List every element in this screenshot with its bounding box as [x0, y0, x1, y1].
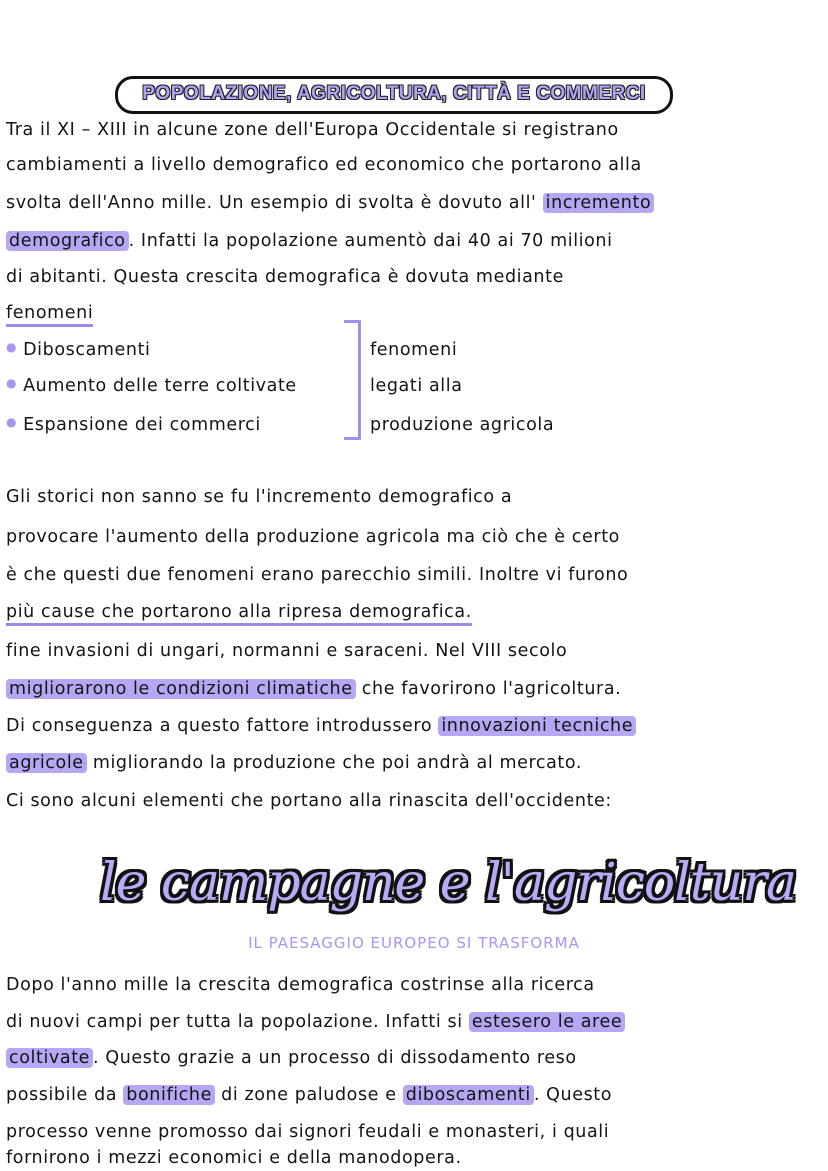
highlighted-text: migliorarono le condizioni climatiche: [6, 679, 356, 699]
text-segment: Dopo l'anno mille la crescita demografica costrinse alla ricerca: [6, 975, 595, 995]
text-segment: cambiamenti a livello demografico ed economico che portarono alla: [6, 155, 642, 175]
text-segment: fornirono i mezzi economici e della manodopera.: [6, 1148, 462, 1168]
highlighted-text: innovazioni tecniche: [438, 716, 636, 736]
text-segment: che favorirono l'agricoltura.: [355, 679, 622, 699]
text-line: [6, 228, 613, 254]
underlined-text: fenomeni: [6, 303, 93, 327]
highlighted-text: incremento: [543, 193, 655, 213]
text-segment: di zone paludose e: [214, 1085, 403, 1105]
text-segment: Ci sono alcuni elementi che portano alla rinascita dell'occidente:: [6, 791, 612, 811]
text-line: [6, 117, 619, 143]
text-segment: svolta dell'Anno mille. Un esempio di svolta è dovuto all': [6, 193, 543, 213]
text-line: [6, 264, 564, 290]
list-item: [6, 415, 261, 435]
list-item-label: Diboscamenti: [23, 340, 151, 360]
text-line: [6, 676, 621, 702]
highlighted-text: coltivate: [6, 1048, 93, 1068]
bullet-icon: ●: [6, 415, 18, 429]
text-segment: . Questo grazie a un processo di dissodamento reso: [93, 1048, 577, 1068]
highlighted-text: agricole: [6, 753, 87, 773]
text-segment: . Infatti la popolazione aumentò dai 40 ai 70 milioni: [128, 231, 613, 251]
list-item: [6, 340, 151, 360]
text-segment: fine invasioni di ungari, normanni e saraceni. Nel VIII secolo: [6, 641, 568, 661]
highlighted-text: estesero le aree: [469, 1012, 625, 1032]
section-subtitle: IL PAESAGGIO EUROPEO SI TRASFORMA: [248, 934, 580, 952]
bracket-note: fenomeni: [370, 340, 458, 360]
highlighted-text: diboscamenti: [403, 1085, 534, 1105]
underlined-text: più cause che portarono alla ripresa demografica.: [6, 602, 472, 626]
page-title: POPOLAZIONE, AGRICOLTURA, CITTÀ E COMMERCI: [115, 76, 673, 114]
text-line: [6, 1045, 577, 1071]
text-line: [6, 713, 636, 739]
text-segment: di abitanti. Questa crescita demografica è dovuta mediante: [6, 267, 564, 287]
bullet-icon: ●: [6, 340, 18, 354]
text-line: [6, 1009, 625, 1035]
text-segment: Tra il XI – XIII in alcune zone dell'Europa Occidentale si registrano: [6, 120, 619, 140]
list-item-label: Espansione dei commerci: [23, 415, 261, 435]
text-line: [6, 524, 620, 550]
text-segment: di nuovi campi per tutta la popolazione. Infatti si: [6, 1012, 469, 1032]
text-line: [6, 599, 472, 625]
text-line: [6, 788, 612, 814]
text-line: [6, 1082, 612, 1108]
text-line: [6, 638, 567, 664]
list-item: [6, 376, 297, 396]
text-segment: . Questo: [533, 1085, 613, 1105]
section-title: le campagne e l'agricoltura: [100, 853, 797, 913]
text-line: [6, 1119, 609, 1145]
text-line: [6, 484, 512, 510]
text-segment: possibile da: [6, 1085, 124, 1105]
text-segment: Di conseguenza a questo fattore introdussero: [6, 716, 439, 736]
text-line: [6, 300, 93, 326]
text-line: [6, 750, 582, 776]
bracket-note: produzione agricola: [370, 415, 555, 435]
bracket-note: legati alla: [370, 376, 463, 396]
text-line: [6, 972, 595, 998]
text-segment: Gli storici non sanno se fu l'incremento demografico a: [6, 487, 513, 507]
bullet-icon: ●: [6, 376, 18, 390]
list-item-label: Aumento delle terre coltivate: [23, 376, 297, 396]
text-line: [6, 562, 628, 588]
text-segment: provocare l'aumento della produzione agricola ma ciò che è certo: [6, 527, 620, 547]
text-segment: è che questi due fenomeni erano parecchio simili. Inoltre vi furono: [6, 565, 629, 585]
text-segment: processo venne promosso dai signori feudali e monasteri, i quali: [6, 1122, 610, 1142]
text-line: [6, 152, 642, 178]
text-line: [6, 190, 654, 216]
text-segment: migliorando la produzione che poi andrà al mercato.: [86, 753, 583, 773]
highlighted-text: demografico: [6, 231, 129, 251]
text-line: [6, 1145, 462, 1171]
highlighted-text: bonifiche: [123, 1085, 215, 1105]
bracket-divider: [344, 320, 361, 440]
